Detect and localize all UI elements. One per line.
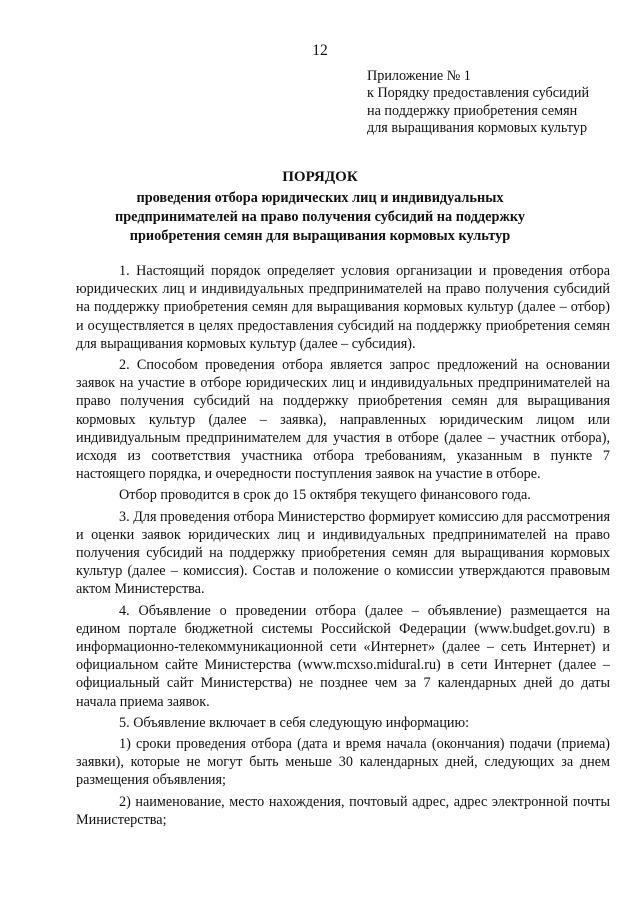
page-number: 12 [312,42,328,59]
paragraph-2: 2. Способом проведения отбора является запрос предложений на основании заявок на участие в отборе юридических лиц и индивидуальных предпринимателей на право получения субсидий на поддержку приобретения семян для выращивания кормовых культур (далее – заявка), направленных юридическим лицом или индивидуальным предпринимателем для участия в отборе (далее – участник отбора), исходя из соответствия участника отбора требованиям, указанным в пункте 7 настоящего порядка, и очередности поступления заявок на участие в отборе. [76,357,610,483]
paragraph-5-item-1: 1) сроки проведения отбора (дата и время начала (окончания) подачи (приема) заявки), которые не могут быть меньше 30 календарных дней, следующих за днем размещения объявления; [76,736,610,789]
document-title [60,168,580,246]
title-line: приобретения семян для выращивания кормовых культур [129,228,511,244]
title-main: ПОРЯДОК [282,169,358,185]
paragraph-3: 3. Для проведения отбора Министерство формирует комиссию для рассмотрения и оценки заявок юридических лиц и индивидуальных предпринимателей на право получения субсидий на поддержку приобретения семян для выращивания кормовых культур (далее – комиссия). Состав и положение о комиссии утверждаются правовым актом Министерства. [76,508,610,598]
paragraph-4: 4. Объявление о проведении отбора (далее – объявление) размещается на едином портале бюджетной системы Российской Федерации (www.budget.gov.ru) в информационно-телекоммуникационной сети «Интернет» (далее – сеть Интернет) и официальном сайте Министерства (www.mcxso.midural.ru) в сети Интернет (далее – официальный сайт Министерства) не позднее чем за 7 календарных дней до даты начала приема заявок. [76,602,610,710]
appendix-line: на поддержку приобретения семян [367,102,578,119]
title-line: проведения отбора юридических лиц и индивидуальных [136,190,504,206]
appendix-line: для выращивания кормовых культур [367,120,588,137]
paragraph-1: 1. Настоящий порядок определяет условия организации и проведения отбора юридических лиц и индивидуальных предпринимателей на право получения субсидий на поддержку приобретения семян для выращивания кормовых культур (далее – отбор) и осуществляется в целях предоставления субсидий на поддержку приобретения семян для выращивания кормовых культур (далее – субсидия). [76,263,610,352]
paragraph-5: 5. Объявление включает в себя следующую информацию: [119,714,470,731]
paragraph-5-item-2: 2) наименование, место нахождения, почтовый адрес, адрес электронной почты Министерства; [76,793,610,828]
appendix-line: к Порядку предоставления субсидий [367,85,590,102]
appendix-note [367,68,632,138]
document-body [76,262,610,832]
paragraph-2-deadline: Отбор проводится в срок до 15 октября текущего финансового года. [119,487,531,504]
appendix-line: Приложение № 1 [367,68,471,84]
title-line: предпринимателей на право получения субсидий на поддержку [114,209,526,225]
